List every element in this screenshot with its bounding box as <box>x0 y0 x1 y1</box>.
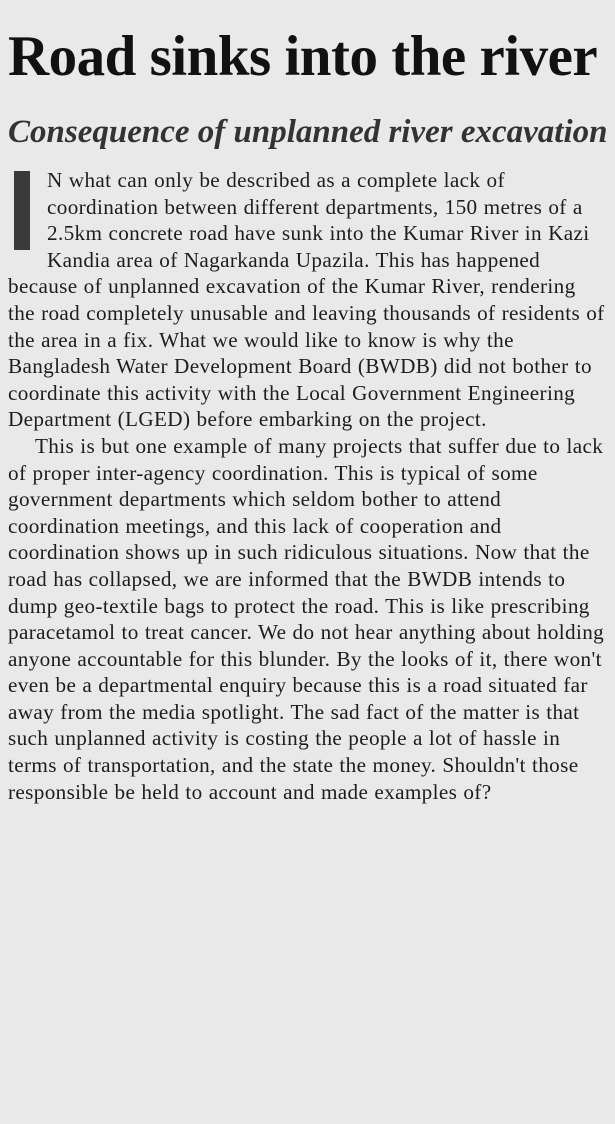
drop-cap-i <box>14 171 30 250</box>
paragraph-1-text: N what can only be described as a complete lack of coordination between different departments, 150 metres of a 2.5km concrete road have sunk into the Kumar River in Kazi Kandia area of Nagarkanda Upazila. This has happened because of unplanned excavation of the Kumar River, rendering the road completely unusable and leaving thousands of residents of the area in a fix. What we would like to know is why the Bangladesh Water Development Board (BWDB) did not bother to coordinate this activity with the Local Government Engineering Department (LGED) before embarking on the project. <box>8 168 605 432</box>
editorial-article <box>8 18 608 805</box>
headline: Road sinks into the river <box>8 25 598 88</box>
article-body <box>8 167 608 805</box>
subheadline: Consequence of unplanned river excavation <box>8 114 608 150</box>
paragraph-1 <box>8 167 608 433</box>
paragraph-2: This is but one example of many projects that suffer due to lack of proper inter-agency coordination. This is typical of some government departments which seldom bother to attend coordination meetings, and this lack of cooperation and coordination shows up in such ridiculous situations. Now that the road has collapsed, we are informed that the BWDB intends to dump geo-textile bags to protect the road. This is like prescribing paracetamol to treat cancer. We do not hear anything about holding anyone accountable for this blunder. By the looks of it, there won't even be a departmental enquiry because this is a road situated far away from the media spotlight. The sad fact of the matter is that such unplanned activity is costing the people a lot of hassle in terms of transportation, and the state the money. Shouldn't those responsible be held to account and made examples of? <box>8 433 605 804</box>
